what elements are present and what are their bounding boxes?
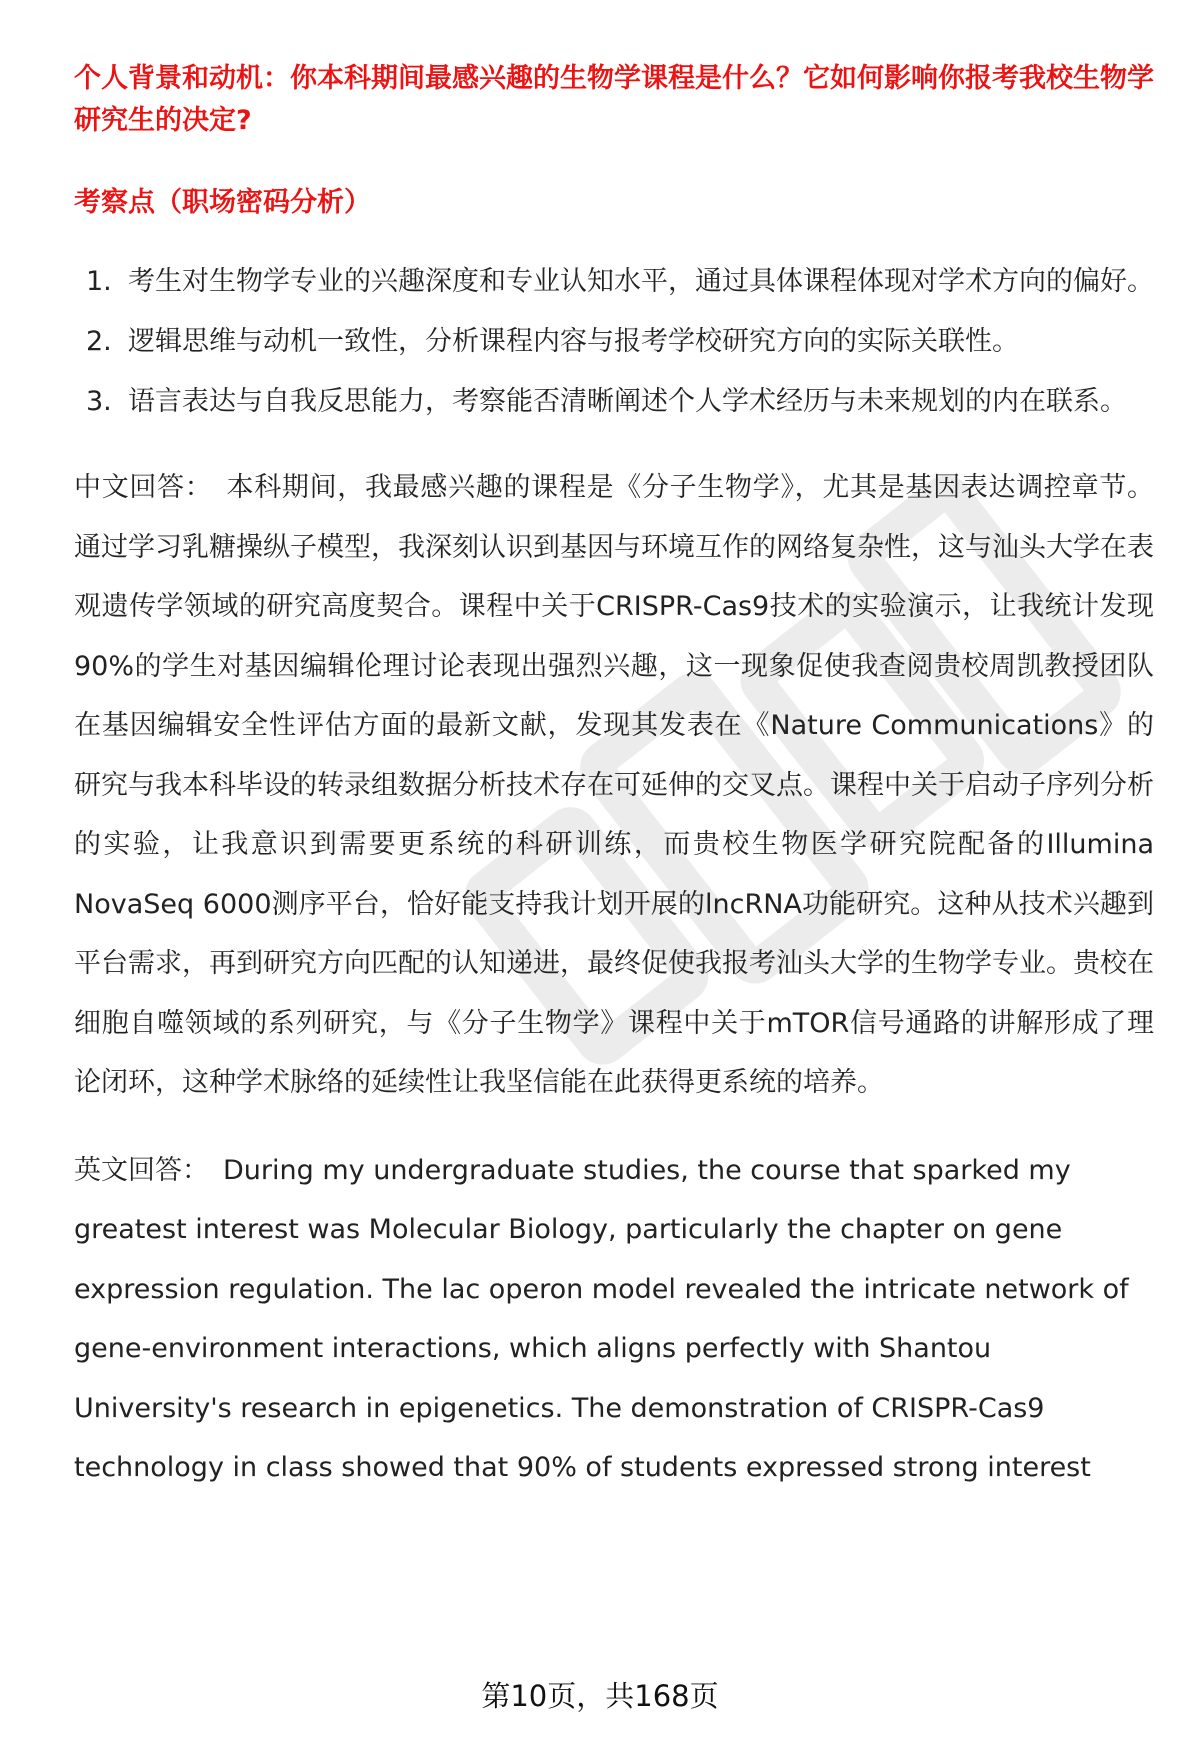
- list-item: [74, 312, 1154, 372]
- list-item-number: 1.: [86, 266, 112, 297]
- english-answer: [74, 1141, 1154, 1498]
- list-item-text: 逻辑思维与动机一致性，分析课程内容与报考学校研究方向的实际关联性。: [128, 326, 1019, 357]
- list-item-number: 3.: [86, 386, 112, 417]
- english-answer-text: During my undergraduate studies, the course that sparked my greatest interest was Molecular Biology, particularly the chapter on gene expression regulation. The lac operon model revealed the intricate network of gene-environment interactions, which aligns perfectly with Shantou University's research in epigenetics. The demonstration of CRISPR-Cas9 technology in class showed that 90% of students expressed strong interest: [74, 1154, 1129, 1483]
- list-item-text: 考生对生物学专业的兴趣深度和专业认知水平，通过具体课程体现对学术方向的偏好。: [128, 266, 1154, 297]
- chinese-answer-text: 本科期间，我最感兴趣的课程是《分子生物学》，尤其是基因表达调控章节。通过学习乳糖操纵子模型，我深刻认识到基因与环境互作的网络复杂性，这与汕头大学在表观遗传学领域的研究高度契合。课程中关于CRISPR-Cas9技术的实验演示，让我统计发现90%的学生对基因编辑伦理讨论表现出强烈兴趣，这一现象促使我查阅贵校周凯教授团队在基因编辑安全性评估方面的最新文献，发现其发表在《Nature Communications》的研究与我本科毕设的转录组数据分析技术存在可延伸的交叉点。课程中关于启动子序列分析的实验，让我意识到需要更系统的科研训练，而贵校生物医学研究院配备的Illumina NovaSeq 6000测序平台，恰好能支持我计划开展的lncRNA功能研究。这种从技术兴趣到平台需求，再到研究方向匹配的认知递进，最终促使我报考汕头大学的生物学专业。贵校在细胞自噬领域的系列研究，与《分子生物学》课程中关于mTOR信号通路的讲解形成了理论闭环，这种学术脉络的延续性让我坚信能在此获得更系统的培养。: [74, 472, 1155, 1098]
- list-item-text: 语言表达与自我反思能力，考察能否清晰阐述个人学术经历与未来规划的内在联系。: [128, 386, 1127, 417]
- list-item: [74, 372, 1154, 432]
- english-answer-label: 英文回答：: [74, 1154, 209, 1186]
- question-heading: 个人背景和动机：你本科期间最感兴趣的生物学课程是什么？它如何影响你报考我校生物学研究生的决定?: [74, 63, 1154, 136]
- chinese-answer-label: 中文回答：: [74, 472, 213, 503]
- section-title: 考察点（职场密码分析）: [74, 187, 371, 218]
- assessment-points-list: [74, 252, 1154, 432]
- chinese-answer: [74, 458, 1154, 1113]
- page-number: 第10页，共168页: [481, 1679, 719, 1713]
- document-content: [74, 58, 1154, 1498]
- list-item: [74, 252, 1154, 312]
- list-item-number: 2.: [86, 326, 112, 357]
